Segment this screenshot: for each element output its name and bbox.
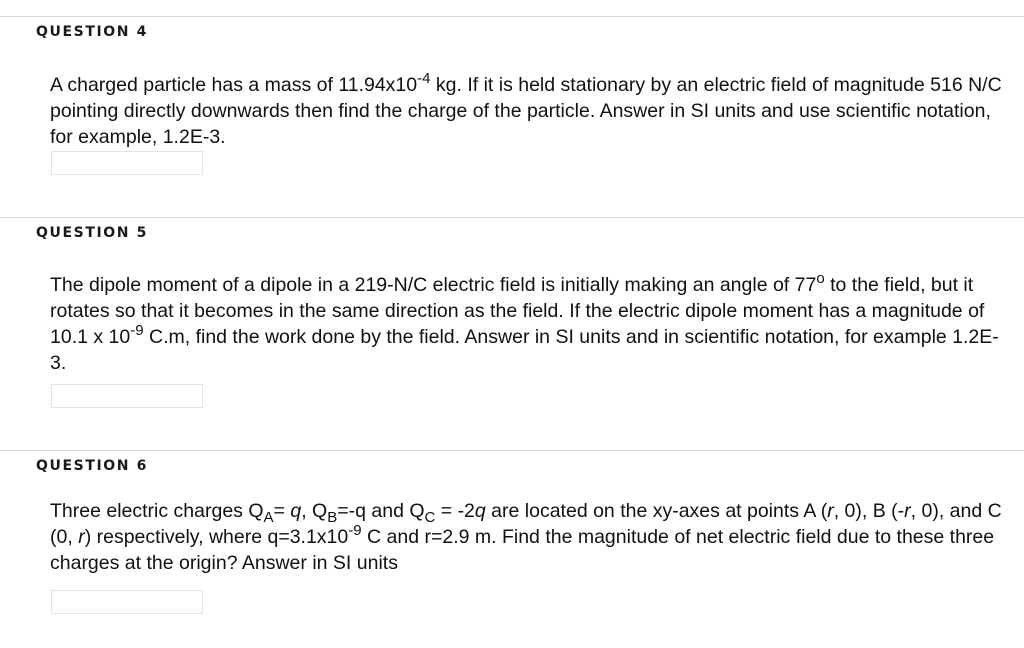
question-6-text-part: , 0), and C (0, xyxy=(50,500,1002,548)
question-5-text-part: C.m, find the work done by the field. Answer in SI units and in scientific notation, for example 1.2E-3. xyxy=(50,326,999,374)
question-6-text-part: Three electric charges Q xyxy=(50,500,264,522)
question-6-text-part: = -2 xyxy=(435,500,475,522)
question-6-text-part: , Q xyxy=(301,500,328,522)
question-6-top-divider xyxy=(0,450,1024,451)
question-6-variable-q: q xyxy=(290,500,302,522)
question-6-text-part: are located on the xy-axes at points A ( xyxy=(485,500,828,522)
question-6-subscript-a: A xyxy=(263,508,274,526)
question-5-text-part: to the field, but it rotates so that it becomes in the same direction as the field. If the electric dipole moment has a magnitude of 10.1 x 10 xyxy=(50,274,985,348)
question-6-variable-r: r xyxy=(827,500,834,522)
question-4-label: QUESTION 4 xyxy=(36,24,148,40)
question-6-subscript-b: B xyxy=(327,508,338,526)
question-5-text xyxy=(50,269,1010,376)
question-6-text-part: =-q and Q xyxy=(337,500,425,522)
question-6-label: QUESTION 6 xyxy=(36,458,148,474)
question-6-text-part: ) respectively, where q=3.1x10 xyxy=(84,526,349,548)
question-6-subscript-c: C xyxy=(424,508,436,526)
question-4-answer-input[interactable] xyxy=(51,151,203,175)
question-5-top-divider xyxy=(0,217,1024,218)
question-5-label: QUESTION 5 xyxy=(36,225,148,241)
question-6-text-part: , 0), B (- xyxy=(833,500,905,522)
question-6-variable-r: r xyxy=(904,500,911,522)
question-5-answer-input[interactable] xyxy=(51,384,203,408)
question-4-text-part: A charged particle has a mass of 11.94x10 xyxy=(50,74,418,96)
question-6-answer-input[interactable] xyxy=(51,590,203,614)
question-6-exponent: -9 xyxy=(348,521,362,539)
question-5-exponent: -9 xyxy=(130,321,144,339)
question-6-text xyxy=(50,498,1010,576)
question-6-text-part: = xyxy=(273,500,291,522)
question-4-text-part: kg. If it is held stationary by an electric field of magnitude 516 N/C pointing directly downwards then find the charge of the particle. Answer in SI units and use scientific notation, for example, 1.2E-3. xyxy=(50,74,1002,148)
question-6-variable-q: q xyxy=(474,500,486,522)
question-6-text-part: C and r=2.9 m. Find the magnitude of net electric field due to these three charges at the origin? Answer in SI units xyxy=(50,526,995,574)
question-4-top-divider xyxy=(0,16,1024,17)
question-4-exponent: -4 xyxy=(417,69,431,87)
question-5-degree-symbol: o xyxy=(816,269,825,287)
question-5-text-part: The dipole moment of a dipole in a 219-N/C electric field is initially making an angle of 77 xyxy=(50,274,817,296)
question-6-variable-r: r xyxy=(78,526,85,548)
question-4-text xyxy=(50,69,1010,150)
